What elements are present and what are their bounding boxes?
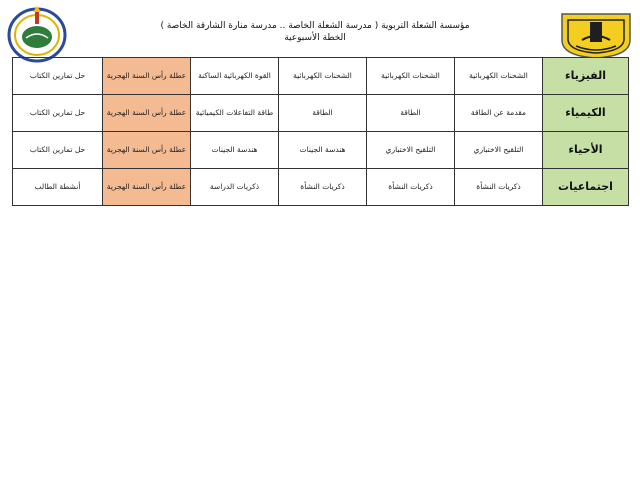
lesson-cell: الطاقة [279, 95, 367, 132]
plan-title: الخطة الأسبوعية [284, 33, 346, 43]
lesson-cell: ذكريات النشأة [279, 169, 367, 206]
lesson-cell: ذكريات النشأة [367, 169, 455, 206]
lesson-cell: الشحنات الكهربائية [279, 58, 367, 95]
lesson-cell: التلقيح الاختباري [455, 132, 543, 169]
holiday-cell: عطلة رأس السنة الهجرية [103, 132, 191, 169]
lesson-cell: الشحنات الكهربائية [455, 58, 543, 95]
lesson-cell: التلقيح الاختباري [367, 132, 455, 169]
table-row [13, 169, 629, 206]
holiday-cell: عطلة رأس السنة الهجرية [103, 95, 191, 132]
document-header [150, 20, 480, 44]
holiday-cell: عطلة رأس السنة الهجرية [103, 58, 191, 95]
lesson-cell: الشحنات الكهربائية [367, 58, 455, 95]
lesson-cell: ذكريات النشأة [455, 169, 543, 206]
lesson-cell: الطاقة [367, 95, 455, 132]
table-row [13, 58, 629, 95]
lesson-cell: أنشطة الطالب [13, 169, 103, 206]
table-row [13, 132, 629, 169]
institution-title: مؤسسة الشعلة التربوية ( مدرسة الشعلة الخاصة .. مدرسة منارة الشارقة الخاصة ) [160, 21, 470, 31]
weekly-plan-table [12, 57, 629, 206]
lesson-cell: القوة الكهربائية الساكنة [191, 58, 279, 95]
school-emblem-icon [6, 4, 68, 64]
subject-cell: اجتماعيات [543, 169, 629, 206]
lesson-cell: حل تمارين الكتاب [13, 95, 103, 132]
holiday-cell: عطلة رأس السنة الهجرية [103, 169, 191, 206]
lesson-cell: هندسة الجينات [191, 132, 279, 169]
subject-cell: الأحياء [543, 132, 629, 169]
lesson-cell: ذكريات الدراسة [191, 169, 279, 206]
table-row [13, 95, 629, 132]
lesson-cell: طاقة التفاعلات الكيميائية [191, 95, 279, 132]
school-crest-icon [558, 10, 634, 60]
lesson-cell: حل تمارين الكتاب [13, 132, 103, 169]
lesson-cell: هندسة الجينات [279, 132, 367, 169]
lesson-cell: حل تمارين الكتاب [13, 58, 103, 95]
subject-cell: الفيزياء [543, 58, 629, 95]
subject-cell: الكيمياء [543, 95, 629, 132]
lesson-cell: مقدمة عن الطاقة [455, 95, 543, 132]
